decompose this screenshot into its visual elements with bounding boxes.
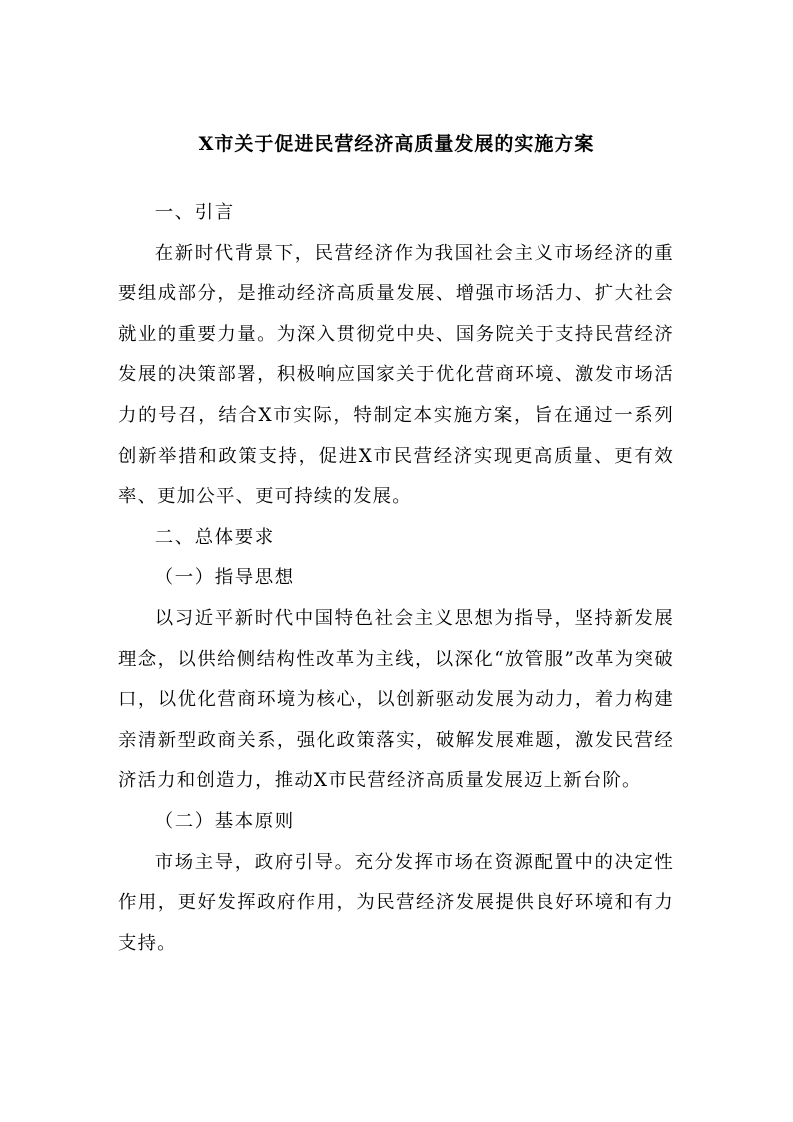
document-title: X市关于促进民营经济高质量发展的实施方案	[198, 133, 595, 155]
section-heading-general-requirements: 二、总体要求	[154, 526, 275, 548]
document-body	[118, 193, 674, 964]
subsection-heading-guiding-ideology: （一）指导思想	[154, 567, 295, 589]
subsection-heading-basic-principles: （二）基本原则	[154, 810, 295, 832]
paragraph-guiding-ideology: 以习近平新时代中国特色社会主义思想为指导，坚持新发展理念，以供给侧结构性改革为主线，以深化“放管服”改革为突破口，以优化营商环境为核心，以创新驱动发展为动力，着力构建亲清新型政商关系，强化政策落实，破解发展难题，激发民营经济活力和创造力，推动X市民营经济高质量发展迈上新台阶。	[118, 607, 674, 792]
section-heading-introduction: 一、引言	[154, 202, 235, 223]
paragraph-introduction: 在新时代背景下，民营经济作为我国社会主义市场经济的重要组成部分，是推动经济高质量发展、增强市场活力、扩大社会就业的重要力量。为深入贯彻党中央、国务院关于支持民营经济发展的决策部署，积极响应国家关于优化营商环境、激发市场活力的号召，结合X市实际，特制定本实施方案，旨在通过一系列创新举措和政策支持，促进X市民营经济实现更高质量、更有效率、更加公平、更可持续的发展。	[118, 242, 674, 508]
paragraph-basic-principles: 市场主导，政府引导。充分发挥市场在资源配置中的决定性作用，更好发挥政府作用，为民营经济发展提供良好环境和有力支持。	[118, 851, 674, 954]
